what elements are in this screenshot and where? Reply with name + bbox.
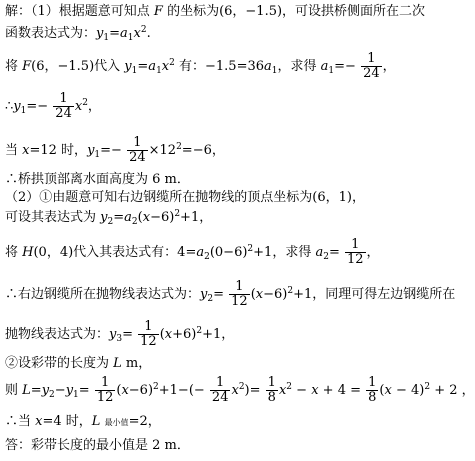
line-3: 将 F(6，−1.5)代入 $y_1=a_1x^2$ 有：$-1.5=36a_1$，求得 $a_1=-$ $\frac{1}{24}$ ， [5,51,396,81]
line-7: （2）①由题意可知右边钢缆所在抛物线的顶点坐标为(6，1)， [5,190,365,205]
fraction-1-8: $\frac{1}{8}$ [267,375,276,405]
fraction-1-12: $\frac{1}{12}$ [346,237,364,267]
line-13: 则 $L=y_2-y_1=$ $\frac{1}{12}$ $(x-6)^2+1-(-$ $\frac{1}{24}$ $x^2)=$ $\frac{1}{8}$ $x^2 - x + 4$ = $\frac{1}{8}$ $(x - 4)^2 + 2$ ， [5,375,475,405]
fraction-1-24: $\frac{1}{24}$ [55,91,72,121]
line-15: 答：彩带长度的最小值是 2 m． [5,438,190,453]
fraction-1-24: $\frac{1}{24}$ [129,135,146,165]
line-2-a: 函数表达式为： [5,26,97,41]
line-12: ②设彩带的长度为 L m， [5,356,152,371]
fraction-1-8: $\frac{1}{8}$ [368,375,377,405]
line-10: ∴右边钢缆所在抛物线表达式为：$y_2=$ $\frac{1}{12}$ $(x-6)^2+1$，同理可得左边钢缆所在 [5,279,456,309]
line-14: ∴当 x=4 时，L 最小值=2， [5,414,161,429]
point-f: F [153,4,163,19]
line-1 [5,4,425,20]
fraction-1-12: $\frac{1}{12}$ [96,375,114,405]
line-11: 抛物线表达式为：$y_3=$ $\frac{1}{12}$ $(x+6)^2+1$， [5,319,235,349]
line-1-b: 的坐标为(6，−1.5)，可设拱桥侧面所在二次 [162,4,426,19]
line-9: 将 H(0，4)代入其表达式有：$4=a_2(0-6)^2+1$，求得 $a_2=$ $\frac{1}{12}$ ， [5,237,380,267]
fraction-1-12: $\frac{1}{12}$ [231,279,248,309]
line-8: 可设其表达式为 $y_2=a_2(x-6)^2+1$， [5,209,213,227]
line-4: $\therefore y_1=-$ $\frac{1}{24}$ $x^2$， [5,91,101,121]
fraction-1-24: $\frac{1}{24}$ [211,375,229,405]
line-5: 当 x=12 时，$y_1=-$ $\frac{1}{24}$ $\times 12^2=-6$， [5,135,225,165]
line-1-a: 解：（1）根据题意可知点 [5,4,154,19]
line-2: 函数表达式为：$y_1=a_1x^2$. [5,25,151,43]
fraction-1-24: $\frac{1}{24}$ [363,51,380,81]
line-6: ∴桥拱顶部离水面高度为 6 m． [5,172,190,187]
fraction-1-12: $\frac{1}{12}$ [140,319,157,349]
eq-y1: y [96,26,104,41]
